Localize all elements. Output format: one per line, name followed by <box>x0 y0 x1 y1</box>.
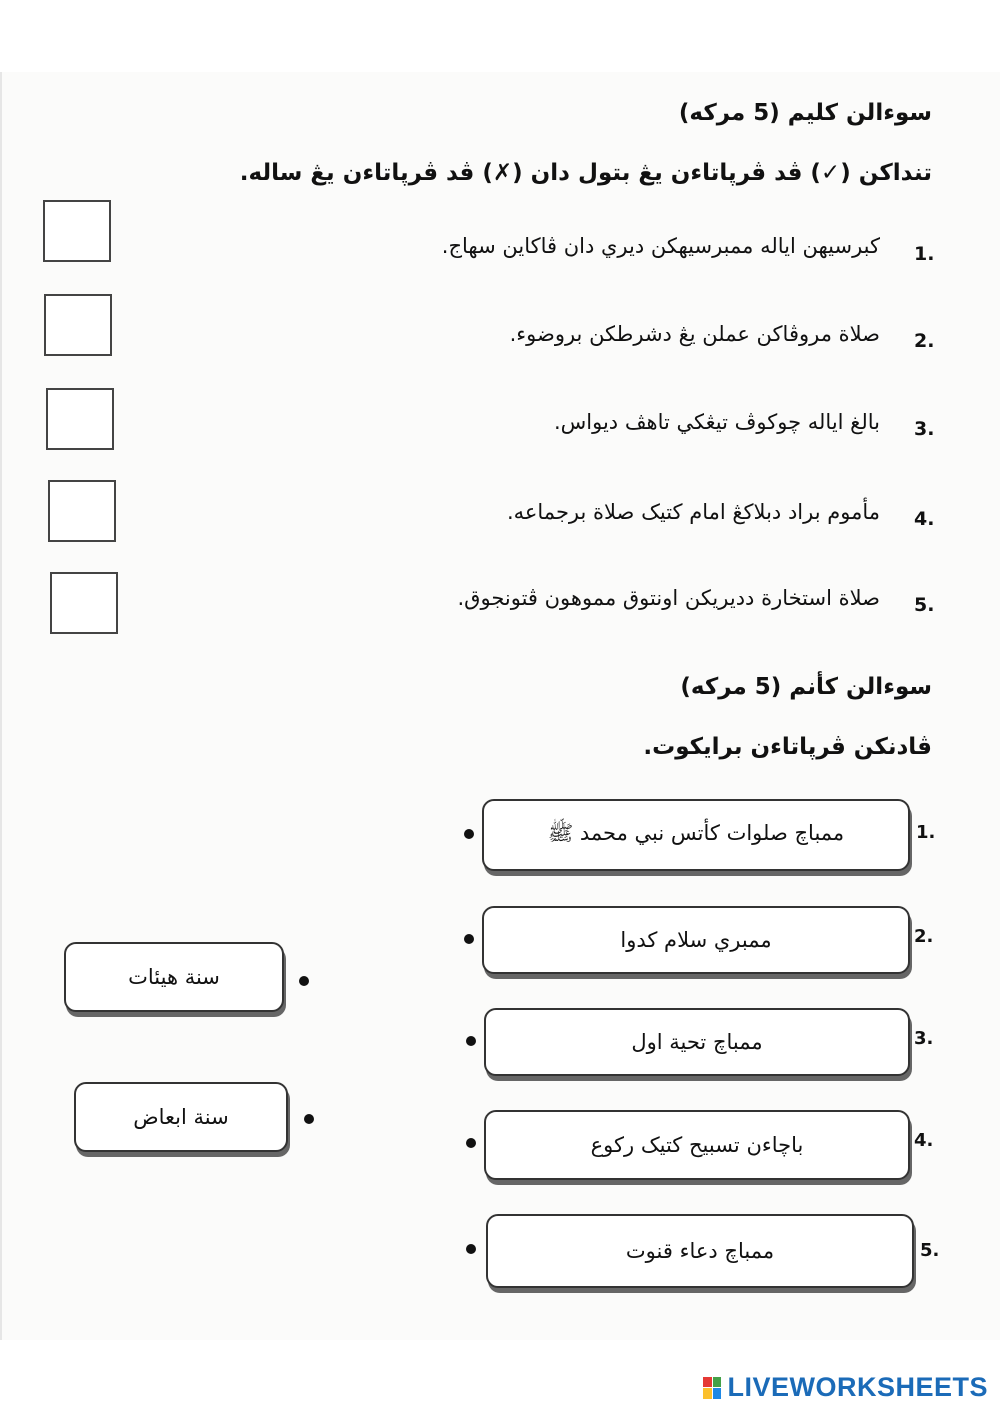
matching-statement-box <box>482 906 910 974</box>
item-number: 2. <box>914 330 935 352</box>
footer <box>0 1340 1000 1414</box>
item-number: 1. <box>916 822 936 843</box>
item-number: 4. <box>914 508 935 530</box>
match-dot[interactable] <box>466 1036 476 1046</box>
statement-text: باچاءن تسبيح كتيک ركوع <box>590 1133 804 1157</box>
section1-title: سوءالن كليم (5 مركه) <box>678 100 932 126</box>
statement-text: صلاة استخارة دديريكن اونتوق مموهون ڤتونجوق. <box>457 586 880 610</box>
statement-text: ممباچ تحية اول <box>631 1030 763 1054</box>
match-dot[interactable] <box>464 934 474 944</box>
liveworksheets-brand[interactable] <box>703 1372 988 1403</box>
section2-instruction: ڤادنكن ڤرڽاتاءن برايكوت. <box>643 734 932 760</box>
match-dot[interactable] <box>304 1114 314 1124</box>
match-dot[interactable] <box>299 976 309 986</box>
statement-text: ممباچ صلوات كأتس نبي محمد ﷺ <box>547 820 845 845</box>
answer-option-text: سنة هيئات <box>128 965 220 989</box>
matching-statement-box <box>486 1214 914 1288</box>
true-false-answer-box[interactable] <box>43 200 111 262</box>
matching-statement-box <box>482 799 910 871</box>
answer-option-box <box>74 1082 288 1152</box>
matching-statement-box <box>484 1110 910 1180</box>
statement-text: ممبري سلام كدوا <box>620 928 772 952</box>
match-dot[interactable] <box>464 829 474 839</box>
section1-instruction: تنداكن (✓) ڤد ڤرڽاتاءن يڠ بتول دان (✗) ڤد ڤرڽاتاءن يڠ ساله. <box>239 160 932 186</box>
statement-text: كبرسيهن اياله ممبرسيهكن ديري دان ڤاكاين سهاج. <box>441 234 880 258</box>
statement-text: بالغ اياله چوكوڤ تيڠكي تاهڤ ديواس. <box>553 410 880 434</box>
statement-text: مأموم براد دبلاكڠ امام كتيک صلاة برجماعه. <box>506 500 880 524</box>
worksheet-page <box>0 72 1000 1340</box>
liveworksheets-logo-icon <box>703 1377 721 1399</box>
true-false-answer-box[interactable] <box>46 388 114 450</box>
true-false-answer-box[interactable] <box>44 294 112 356</box>
item-number: 3. <box>914 418 935 440</box>
statement-text: صلاة مروڤاكن عملن يڠ دشرطكن بروضوء. <box>509 322 880 346</box>
item-number: 5. <box>920 1240 940 1261</box>
section2-title: سوءالن كأنم (5 مركه) <box>680 674 932 700</box>
match-dot[interactable] <box>466 1244 476 1254</box>
item-number: 4. <box>914 1130 934 1151</box>
item-number: 1. <box>914 243 935 265</box>
answer-option-box <box>64 942 284 1012</box>
matching-statement-box <box>484 1008 910 1076</box>
statement-text: ممباچ دعاء قنوت <box>625 1239 775 1263</box>
brand-name: LIVEWORKSHEETS <box>727 1372 988 1402</box>
item-number: 5. <box>914 594 935 616</box>
true-false-answer-box[interactable] <box>48 480 116 542</box>
match-dot[interactable] <box>466 1138 476 1148</box>
item-number: 3. <box>914 1028 934 1049</box>
answer-option-text: سنة ابعاض <box>133 1105 229 1129</box>
item-number: 2. <box>914 926 934 947</box>
true-false-answer-box[interactable] <box>50 572 118 634</box>
